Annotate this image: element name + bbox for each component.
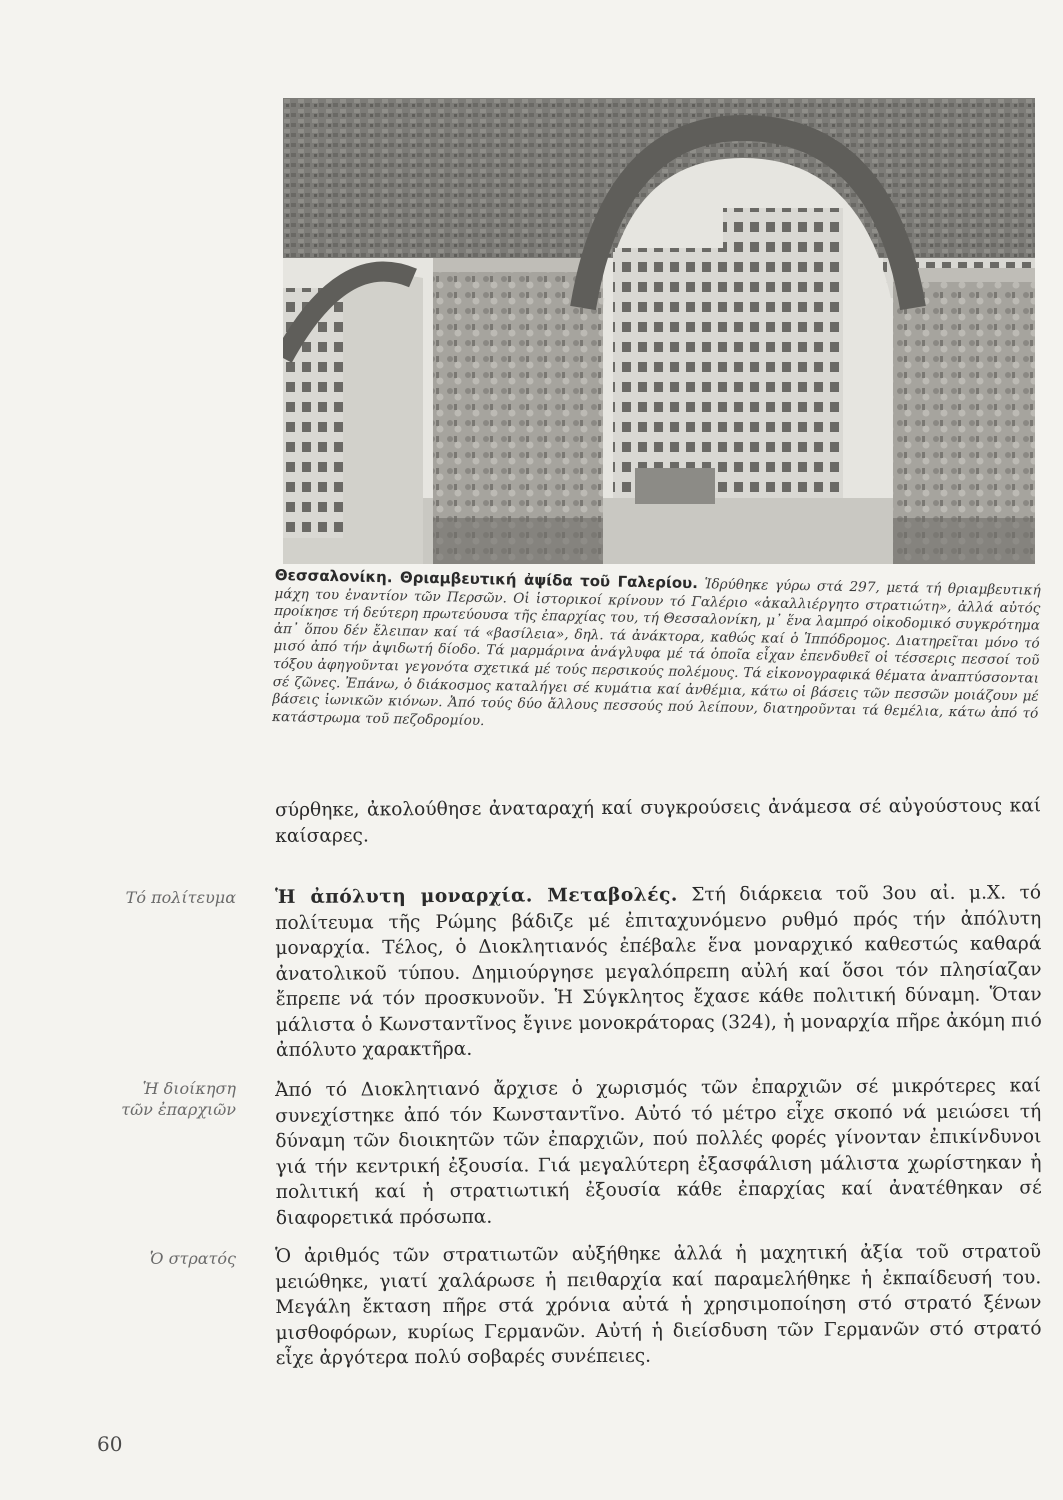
margin-note-army: Ὁ στρατός <box>149 1249 236 1268</box>
margin-note-polity: Τό πολίτευμα <box>125 888 236 907</box>
paragraph-text: Ὁ ἀριθμός τῶν στρατιωτῶν αὐξήθηκε ἀλλά ἡ μαχητική ἀξία τοῦ στρατοῦ μειώθηκε, γιατί χαλάρωσε ἡ πειθαρχία καί παραμελήθηκε ἡ ἐκπαίδευσή του. Μεγάλη ἔκταση πῆρε στά χρόνια αὐτά ἡ χρησιμοποίηση στό στρατό ξένων μισθοφόρων, κυρίως Γερμανῶν. Αὐτή ἡ διείσδυση τῶν Γερμανῶν στό στρατό εἶχε ἀργότερα πολύ σοβαρές συνέπειες. <box>275 1241 1042 1369</box>
margin-note-line: τῶν ἐπαρχιῶν <box>121 1100 236 1119</box>
paragraph-administration <box>275 1073 1042 1231</box>
paragraph-continuation <box>275 793 1041 849</box>
paragraph-text: Στή διάρκεια τοῦ 3ου αἰ. μ.Χ. τό πολίτευμα τῆς Ρώμης βάδιζε μέ ἐπιταχυνόμενο ρυθμό πρός τήν ἀπόλυτη μοναρχία. Τέλος, ὁ Διοκλητιανός ἐπέβαλε ἕνα μοναρχικό καθεστώς καθαρά ἀνατολικοῦ τύπου. Δημιούργησε μεγαλόπρεπη αὐλή καί ὅσοι τόν πλησίαζαν ἔπρεπε νά τόν προσκυνοῦν. Ἡ Σύγκλητος ἔχασε κάθε πολιτική δύναμη. Ὅταν μάλιστα ὁ Κωνσταντῖνος ἔγινε μονοκράτορας (324), ἡ μοναρχία πῆρε ἀκόμη πιό ἀπόλυτο χαρακτῆρα. <box>275 882 1042 1061</box>
paragraph-text: σύρθηκε, ἀκολούθησε ἀναταραχή καί συγκρούσεις ἀνάμεσα σέ αὐγούστους καί καίσαρες. <box>275 795 1042 847</box>
paragraph-army <box>275 1239 1042 1371</box>
arch-of-galerius-photo <box>283 98 1035 564</box>
caption-text: Ἱδρύθηκε γύρω στά 297, μετά τή θριαμβευτική μάχη του ἐναντίον τῶν Περσῶν. Οἱ ἱστορικοί κρίνουν τό Γαλέριο «ἀκαλλιέργητο στρατιώτη», ἀλλά αὐτός προίκησε τή δεύτερη πρωτεύουσα τῆς ἐπαρχίας του, τή Θεσσαλονίκη, μ᾿ ἕνα λαμπρό οἰκοδομικό συγκρότημα ἀπ᾿ ὅπου δέν ἔλειπαν καί τά «βασίλεια», δηλ. τά ἀνάκτορα, καθώς καί ὁ Ἱππόδρομος. Διατηρεῖται μόνο τό μισό ἀπό τήν ἀψιδωτή δίοδο. Τά μαρμάρινα ἀνάγλυφα μέ τά ὁποῖα εἶχαν ἐπενδυθεῖ οἱ τέσσερις πεσσοί τοῦ τόξου ἀφηγοῦνται γεγονότα σχετικά μέ τούς περσικούς πολέμους. Τά εἰκονογραφικά θέματα ἀναπτύσσονται σέ ζῶνες. Ἐπάνω, ὁ διάκοσμος καταλήγει σέ κυμάτια καί ἀνθέμια, κάτω οἱ βάσεις τῶν πεσσῶν μοιάζουν μέ βάσεις ἰωνικῶν κιόνων. Ἀπό τούς δύο ἄλλους πεσσούς πού λείπουν, διατηροῦνται τά θεμέλια, κάτω ἀπό τό κατάστρωμα τοῦ πεζοδρομίου. <box>271 576 1041 729</box>
margin-note-administration <box>121 1078 236 1120</box>
paragraph-text: Ἀπό τό Διοκλητιανό ἄρχισε ὁ χωρισμός τῶν ἐπαρχιῶν σέ μικρότερες καί συνεχίστηκε ἀπό τόν Κωνσταντῖνο. Αὐτό τό μέτρο εἶχε σκοπό νά μειώσει τή δύναμη τῶν διοικητῶν τῶν ἐπαρχιῶν, πού πολλές φορές γίνονταν ἐπικίνδυνοι γιά τήν κεντρική ἐξουσία. Γιά μεγαλύτερη ἐξασφάλιση μάλιστα χωρίστηκαν ἡ πολιτική καί ἡ στρατιωτική ἐξουσία κάθε ἐπαρχίας καί ἀνατέθηκαν σέ διαφορετικά πρόσωπα. <box>275 1075 1042 1229</box>
page-number: 60 <box>97 1432 123 1456</box>
caption-title: Θεσσαλονίκη. Θριαμβευτική ἀψίδα τοῦ Γαλερίου. <box>274 566 699 593</box>
paragraph-monarchy <box>275 880 1042 1063</box>
margin-note-line: Ἡ διοίκηση <box>142 1079 236 1098</box>
section-heading: Ἡ ἀπόλυτη μοναρχία. Μεταβολές. <box>275 884 678 908</box>
photo-caption <box>272 567 1041 741</box>
